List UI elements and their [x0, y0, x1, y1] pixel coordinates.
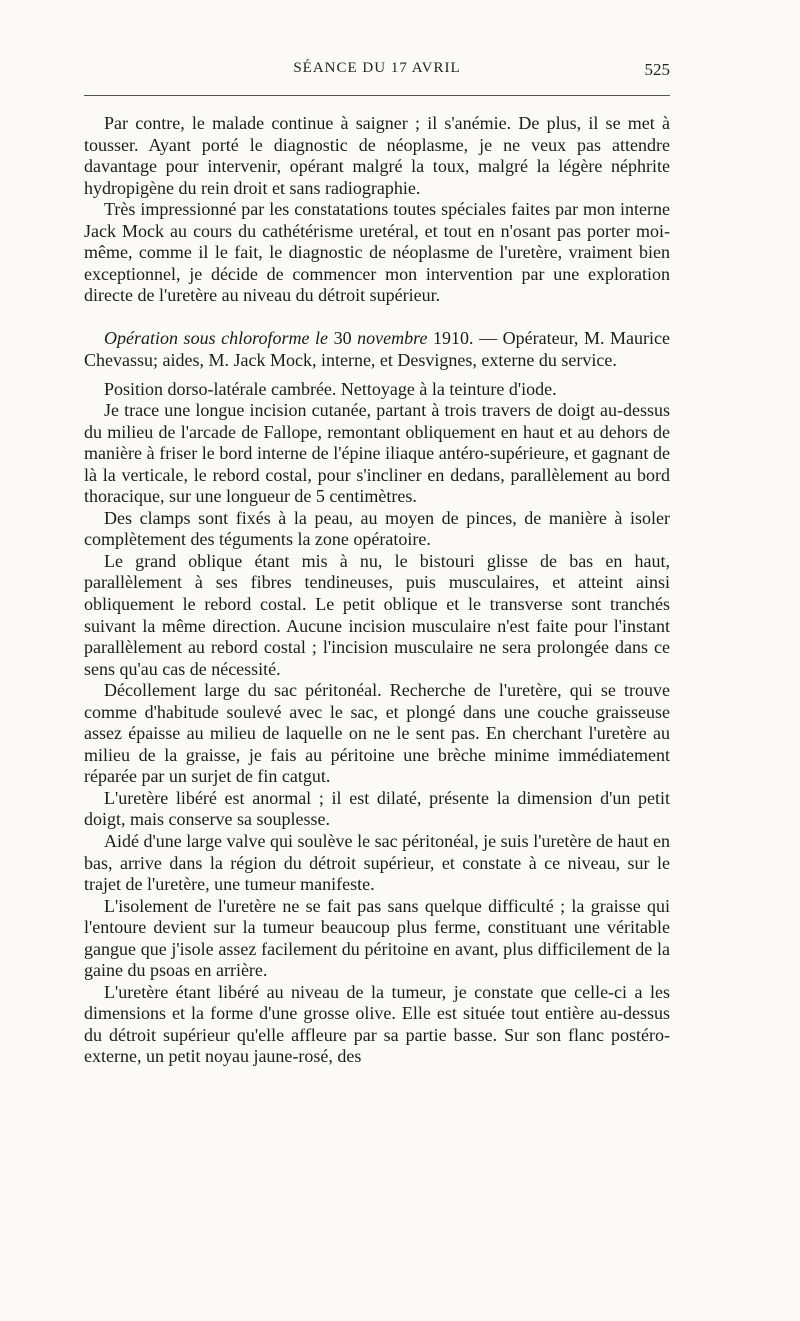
paragraph: L'uretère étant libéré au niveau de la tumeur, je constate que celle-ci a les dimensions et la forme d'une grosse olive. Elle est située tout entière au-dessus du détroit supérieur qu'elle affleure par sa partie basse. Sur son flanc postéro-externe, un petit noyau jaune-rosé, des	[84, 981, 670, 1067]
operation-date-month: novembre	[357, 328, 428, 349]
paragraph: Très impressionné par les constatations toutes spéciales faites par mon interne Jack Mock au cours du cathétérisme uretéral, et tout en n'osant pas porter moi-même, comme il le fait, le diagnostic de néoplasme de l'uretère, vraiment bien exceptionnel, je décide de commencer mon intervention par une exploration directe de l'uretère au niveau du détroit supérieur.	[84, 199, 670, 306]
paragraph: Par contre, le malade continue à saigner ; il s'anémie. De plus, il se met à tousser. Ayant porté le diagnostic de néoplasme, je ne veux pas attendre davantage pour intervenir, opérant malgré la toux, malgré la légère néphrite hydropigène du rein droit et sans radiographie.	[84, 113, 670, 198]
paragraph: L'isolement de l'uretère ne se fait pas sans quelque difficulté ; la graisse qui l'entoure devient sur la tumeur beaucoup plus ferme, constituant une véritable gangue que j'isole assez facilement du péritoine en avant, plus difficilement de la gaine du psoas en arrière.	[84, 895, 670, 981]
page-number: 525	[644, 60, 670, 79]
paragraph: Décollement large du sac péritonéal. Recherche de l'uretère, qui se trouve comme d'habitude soulevé avec le sac, et plongé dans une couche graisseuse assez épaisse au milieu de laquelle on ne le sent pas. En cherchant l'uretère au milieu de la graisse, je fais au péritoine une brèche minime immédiatement réparée par un surjet de fin catgut.	[84, 680, 670, 787]
paragraph: Position dorso-latérale cambrée. Nettoyage à la teinture d'iode.	[104, 378, 557, 399]
paragraph: Je trace une longue incision cutanée, partant à trois travers de doigt au-dessus du milieu de l'arcade de Fallope, remontant obliquement en haut et au dehors de manière à friser le bord interne de l'épine iliaque antéro-supérieure, et gagnant de là la verticale, le rebord costal, pour s'incliner en dedans, parallèlement au bord thoracique, sur une longueur de 5 centimètres.	[84, 400, 670, 507]
running-head	[84, 60, 670, 84]
header-rule	[84, 95, 670, 96]
operation-paragraph	[84, 328, 670, 371]
operation-details: 1910. — Opérateur, M. Maurice Chevassu; aides, M. Jack Mock, interne, et Desvignes, externe du service.	[84, 328, 670, 370]
running-title: SÉANCE DU 17 AVRIL	[293, 60, 461, 76]
operation-date-day: 30	[328, 328, 358, 349]
operation-heading-italic: Opération sous chloroforme le	[104, 328, 329, 349]
body-text	[84, 113, 670, 1068]
paragraph: Le grand oblique étant mis à nu, le bistouri glisse de bas en haut, parallèlement à ses fibres tendineuses, puis musculaires, et atteint ainsi obliquement le rebord costal. Le petit oblique et le transverse sont tranchés suivant la même direction. Aucune incision musculaire n'est faite pour l'instant parallèlement au rebord costal ; l'incision musculaire ne sera prolongée dans ce sens qu'au cas de nécessité.	[84, 550, 670, 679]
paragraph: L'uretère libéré est anormal ; il est dilaté, présente la dimension d'un petit doigt, mais conserve sa souplesse.	[84, 787, 670, 830]
paragraph: Aidé d'une large valve qui soulève le sac péritonéal, je suis l'uretère de haut en bas, arrive dans la région du détroit supérieur, et constate à ce niveau, sur le trajet de l'uretère, une tumeur manifeste.	[84, 831, 670, 895]
paragraph: Des clamps sont fixés à la peau, au moyen de pinces, de manière à isoler complètement des téguments la zone opératoire.	[84, 507, 670, 550]
